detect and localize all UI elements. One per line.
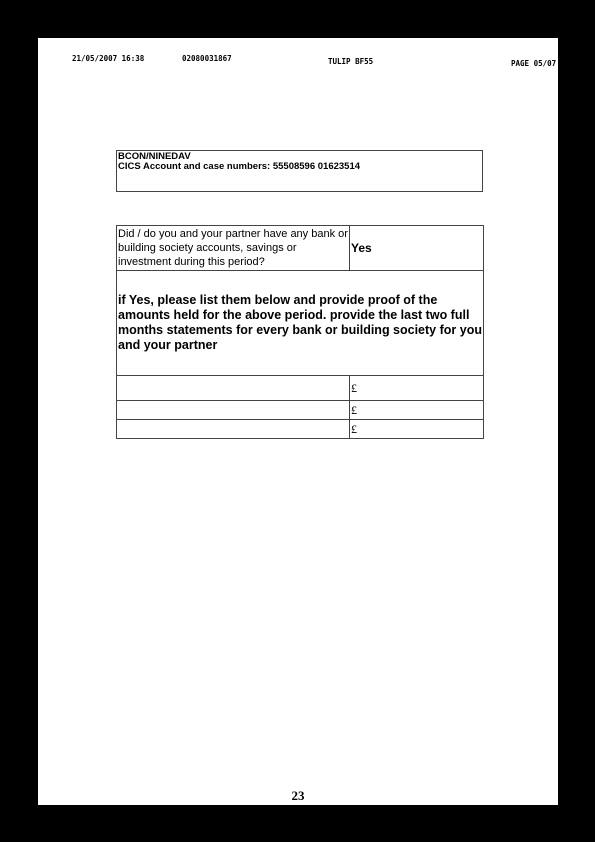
currency-symbol: £ [351,381,357,395]
account-row [117,401,484,420]
account-row [117,420,484,439]
fax-page-indicator: PAGE 05/07 [511,59,557,68]
account-case-numbers: CICS Account and case numbers: 55508596 01623514 [118,161,361,172]
account-name-field[interactable] [117,420,350,439]
account-name-field[interactable] [117,401,350,420]
currency-symbol: £ [351,422,357,436]
question-text: Did / do you and your partner have any bank or building society accounts, savings or investment during this period? [117,226,350,271]
fax-header [38,53,558,67]
question-row [117,226,484,271]
reference-box [116,150,483,192]
account-amount-field[interactable] [350,376,484,401]
fax-station-id: TULIP BF55 [328,57,374,66]
instruction-text: if Yes, please list them below and provide proof of the amounts held for the above period. provide the last two full months statements for every bank or building society for you and your partner [117,271,484,376]
page-number: 23 [291,788,305,803]
currency-symbol: £ [351,403,357,417]
fax-phone-number: 02080031867 [182,54,232,63]
document-page [38,38,558,805]
answer-field[interactable]: Yes [350,226,484,271]
instruction-row [117,271,484,376]
account-amount-field[interactable] [350,401,484,420]
reference-code: BCON/NINEDAV [118,151,191,162]
account-amount-field[interactable] [350,420,484,439]
account-name-field[interactable] [117,376,350,401]
account-row [117,376,484,401]
fax-datetime: 21/05/2007 16:38 [72,54,145,63]
bank-accounts-form [116,225,484,439]
